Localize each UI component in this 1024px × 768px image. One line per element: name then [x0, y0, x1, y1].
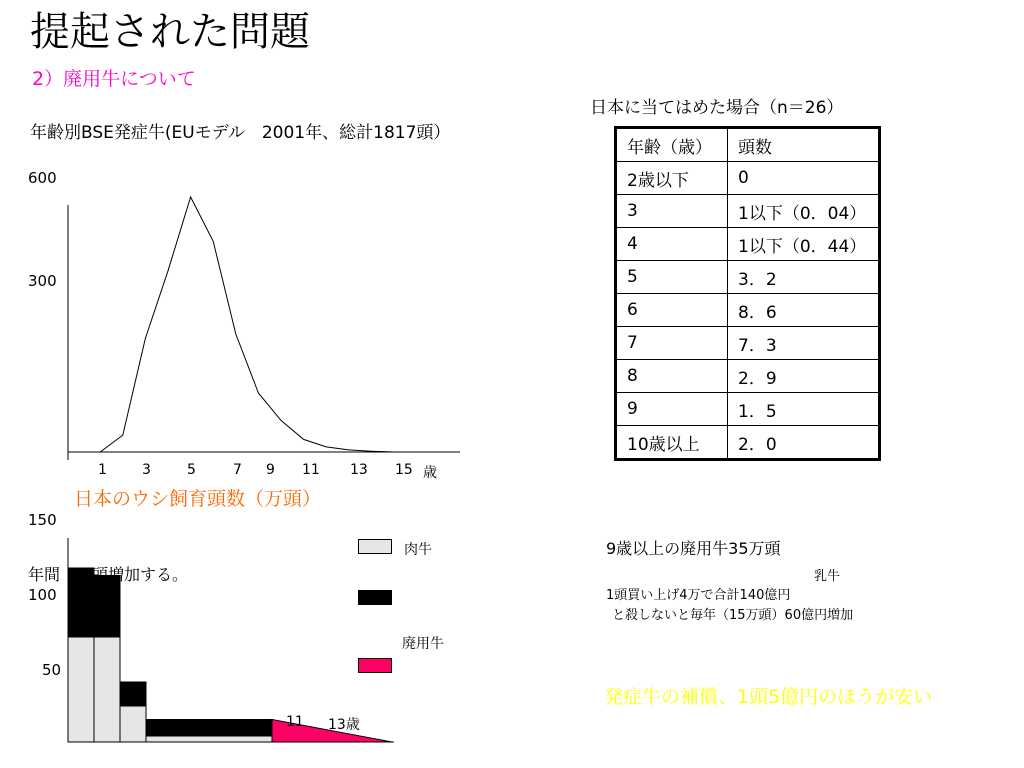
legend-label-dairy: 乳牛 — [814, 569, 841, 584]
chart2-title: 日本のウシ飼育頭数（万頭） — [74, 488, 322, 510]
legend-swatch-cull — [358, 658, 392, 673]
bar-dairy — [120, 682, 146, 706]
annual-increase-note: 年間 万頭増加する。 — [28, 565, 189, 584]
page-subtitle: 2）廃用牛について — [32, 68, 196, 90]
chart2-xtick: 13歳 — [328, 717, 360, 733]
chart1-xlabel-unit: 歳 — [423, 465, 437, 481]
table-cell-age: 10歳以上 — [616, 426, 728, 460]
legend-swatch-dairy — [358, 590, 392, 605]
chart1-xtick: 3 — [142, 462, 151, 478]
chart2-ytick-100: 100 — [28, 586, 57, 604]
table-cell-age: 4 — [616, 228, 728, 261]
table-cell-count: 1以下（0．04） — [728, 195, 880, 228]
table-cell-count: 1．5 — [728, 393, 880, 426]
chart1-ytick-600: 600 — [28, 169, 57, 187]
cull-cattle-heading: 9歳以上の廃用牛35万頭 — [606, 539, 781, 558]
legend-label-cull: 廃用牛 — [402, 636, 444, 652]
chart1-xtick: 13 — [350, 462, 368, 478]
table-cell-age: 8 — [616, 360, 728, 393]
buyout-cost-text: 1頭買い上げ4万で合計140億円 — [606, 588, 791, 603]
annual-cost-text: と殺しないと毎年（15万頭）60億円増加 — [612, 608, 854, 623]
page-title: 提起された問題 — [30, 9, 310, 55]
table-cell-count: 2．0 — [728, 426, 880, 460]
table-cell-age: 7 — [616, 327, 728, 360]
table-cell-count: 3．2 — [728, 261, 880, 294]
table-cell-age: 6 — [616, 294, 728, 327]
chart1-xtick: 1 — [98, 462, 107, 478]
bar-beef — [120, 706, 146, 742]
table-header-count: 頭数 — [728, 128, 880, 162]
conclusion-text: 発症牛の補償、1頭5億円のほうが安い — [604, 686, 933, 708]
table-cell-count: 1以下（0．44） — [728, 228, 880, 261]
chart1-xtick: 9 — [266, 462, 275, 478]
table-cell-count: 7．3 — [728, 327, 880, 360]
table-caption: 日本に当てはめた場合（n＝26） — [590, 98, 844, 118]
table-cell-count: 8．6 — [728, 294, 880, 327]
table-header-age: 年齢（歳） — [616, 128, 728, 162]
bar-beef — [94, 637, 120, 742]
chart1-title: 年齢別BSE発症牛(EUモデル 2001年、総計1817頭） — [30, 123, 451, 143]
table-cell-count: 0 — [728, 162, 880, 195]
chart1-xtick: 7 — [233, 462, 242, 478]
chart1-xtick: 15 — [395, 462, 413, 478]
legend-swatch-beef — [358, 539, 392, 554]
legend-label-beef: 肉牛 — [404, 542, 432, 558]
bar-beef — [146, 736, 272, 742]
chart1-ytick-300: 300 — [28, 272, 57, 290]
table-cell-count: 2．9 — [728, 360, 880, 393]
bar-beef — [68, 637, 94, 742]
chart1-xtick: 5 — [187, 462, 196, 478]
chart1-xtick: 11 — [302, 462, 320, 478]
table-cell-age: 3 — [616, 195, 728, 228]
table-cell-age: 2歳以下 — [616, 162, 728, 195]
table-cell-age: 5 — [616, 261, 728, 294]
chart2-ytick-150: 150 — [28, 511, 57, 529]
chart2-ytick-50: 50 — [42, 661, 62, 679]
bar-dairy — [146, 720, 272, 737]
chart2-xtick: 11 — [286, 714, 304, 730]
table-cell-age: 9 — [616, 393, 728, 426]
